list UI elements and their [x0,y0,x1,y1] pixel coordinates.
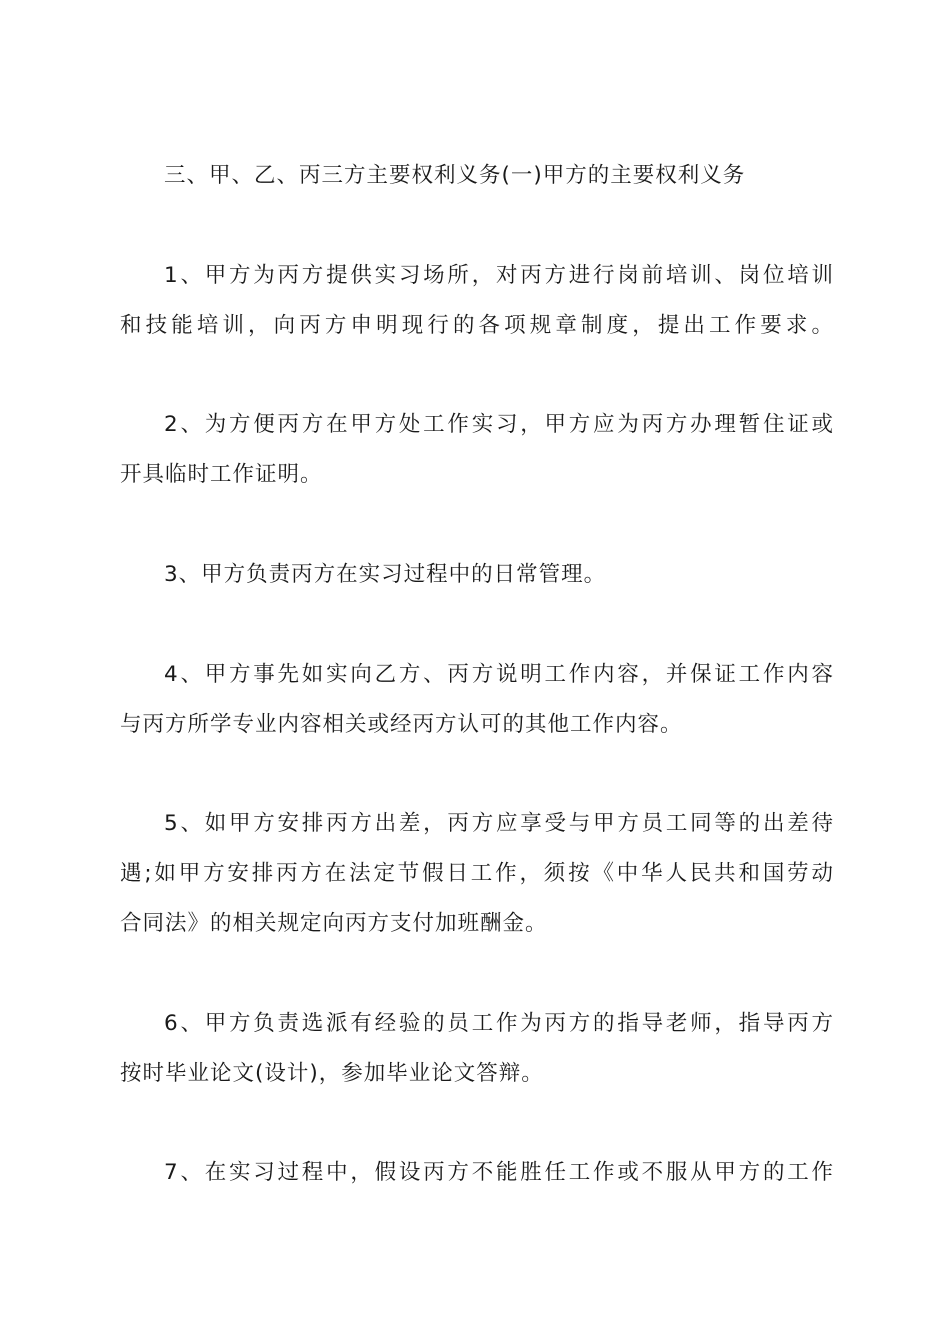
paragraph-4-line-2: 与丙方所学专业内容相关或经丙方认可的其他工作内容。 [120,712,683,737]
section-heading: 三、甲、乙、丙三方主要权利义务(一)甲方的主要权利义务 [164,163,746,188]
paragraph-5-line-1: 5、如甲方安排丙方出差，丙方应享受与甲方员工同等的出差待 [164,811,834,836]
paragraph-7-line-1: 7、在实习过程中，假设丙方不能胜任工作或不服从甲方的工作 [164,1160,834,1185]
paragraph-5-line-2: 遇;如甲方安排丙方在法定节假日工作，须按《中华人民共和国劳动 [120,861,834,886]
paragraph-6-line-2: 按时毕业论文(设计)，参加毕业论文答辩。 [120,1061,544,1086]
paragraph-6-line-1: 6、甲方负责选派有经验的员工作为丙方的指导老师，指导丙方 [164,1011,834,1036]
paragraph-2-line-2: 开具临时工作证明。 [120,462,323,487]
paragraph-1-line-1: 1、甲方为丙方提供实习场所，对丙方进行岗前培训、岗位培训 [164,263,834,288]
paragraph-3-line-1: 3、甲方负责丙方在实习过程中的日常管理。 [164,562,607,587]
paragraph-1-line-2: 和技能培训，向丙方申明现行的各项规章制度，提出工作要求。 [120,313,834,338]
paragraph-4-line-1: 4、甲方事先如实向乙方、丙方说明工作内容，并保证工作内容 [164,662,834,687]
paragraph-2-line-1: 2、为方便丙方在甲方处工作实习，甲方应为丙方办理暂住证或 [164,412,834,437]
paragraph-5-line-3: 合同法》的相关规定向丙方支付加班酬金。 [120,911,548,936]
